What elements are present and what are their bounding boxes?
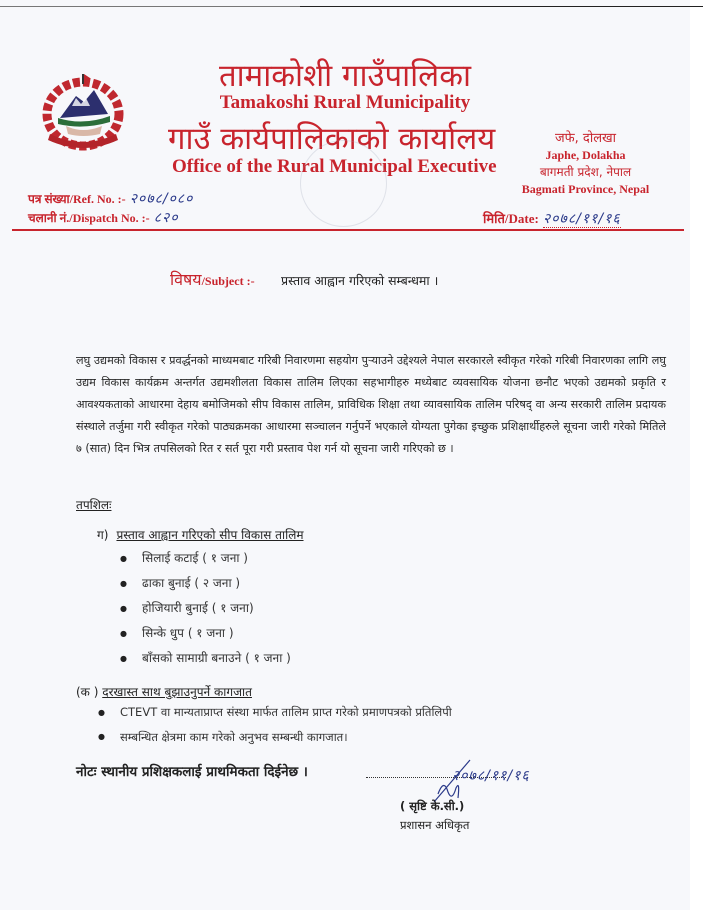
date-label: मिति/Date: (483, 211, 539, 226)
ref-no-label: पत्र संख्या/Ref. No. :- (28, 192, 126, 206)
office-name-en: Office of the Rural Municipal Executive (172, 156, 497, 177)
note: नोटः स्थानीय प्रशिक्षकलाई प्राथमिकता दिईनेछ । (76, 764, 308, 780)
date-value: २०७८/११/१६ (543, 211, 621, 227)
address-line1-en: Japhe, Dolakha (545, 148, 626, 162)
list-item: ● ढाका बुनाई ( २ जना ) (120, 571, 291, 596)
list-item: ● होजियारी बुनाई ( १ जना) (120, 596, 291, 621)
ref-no-row (28, 190, 193, 209)
section-g-title: प्रस्ताव आह्वान गरिएको सीप विकास तालिम (116, 528, 304, 542)
list-item: ● सिन्के धुप ( १ जना ) (120, 621, 291, 646)
body-paragraph: लघु उद्यमको विकास र प्रवर्द्धनको माध्यमबाट गरिबी निवारणमा सहयोग पुऱ्याउने उद्देश्यले नेपाल सरकारले स्वीकृत गरेको गरिबी निवारणका लागि लघु उद्यम विकास कार्यक्रम अन्तर्गत उद्यमशीलता विकास तालिम लिएका सहभागीहरु मध्येबाट व्यवसायिक योजना छनौट भएको उद्यमको प्रकृति र आवश्यकताको आधारमा देहाय बमोजिमको सीप विकास तालिम, प्राविधिक शिक्षा तथा व्यावसायिक तालिम परिषद् वा अन्य सरकारी तालिम प्रदायक संस्थाले तर्जुमा गरी स्वीकृत गरेको पाठ्यक्रमका आधारमा सञ्चालन गर्नुपर्ने भएकाले योग्यता पुगेका इच्छुक प्रशिक्षार्थीहरुले सूचना जारी गरेको मितिले ७ (सात) दिन भित्र तपसिलको रित र सर्त पूरा गरी प्रस्ताव पेश गर्न यो सूचना जारी गरिएको छ । (76, 354, 666, 455)
documents-list (98, 700, 452, 749)
date-row (483, 209, 621, 228)
subject-label-np: विषय (170, 270, 202, 289)
list-item: ● सिलाई कटाई ( १ जना ) (120, 546, 291, 571)
subject-text: प्रस्ताव आह्वान गरिएको सम्बन्धमा । (281, 273, 439, 288)
office-stamp (300, 140, 387, 227)
municipality-name-np: तामाकोशी गाउँपालिका (218, 58, 472, 94)
details-heading: तपशिलः (76, 498, 112, 512)
list-item: ● बाँसको सामाग्री बनाउने ( १ जना ) (120, 646, 291, 671)
section-k-marker: (क ) (76, 685, 99, 699)
dispatch-no-value: ८२० (153, 210, 179, 226)
office-address (518, 130, 653, 198)
ref-no-value: २०७८/०८० (129, 191, 194, 207)
training-list (120, 546, 291, 671)
section-k-heading (76, 683, 252, 700)
header-divider (12, 229, 684, 231)
address-line2-np: बागमती प्रदेश, नेपाल (539, 165, 632, 179)
subject-label-en: /Subject :- (201, 274, 255, 288)
list-item: ● CTEVT वा मान्यताप्राप्त संस्था मार्फत तालिम प्राप्त गरेको प्रमाणपत्रको प्रतिलिपी (98, 700, 452, 725)
office-name-np: गाउँ कार्यपालिकाको कार्यालय (168, 121, 496, 157)
section-g-marker: ग) (97, 528, 109, 542)
signature-date: २०७८/११/१६ (452, 768, 530, 784)
list-item: ● सम्बन्धित क्षेत्रमा काम गरेको अनुभव सम्बन्धी कागजात। (98, 725, 452, 750)
section-g-heading (97, 526, 304, 543)
address-line2-en: Bagmati Province, Nepal (521, 182, 650, 196)
section-k-title: दरखास्त साथ बुझाउनुपर्ने कागजात (102, 685, 252, 699)
signatory-name: ( सृष्टि के.सी.) (400, 799, 465, 813)
dispatch-no-row (28, 209, 193, 228)
scan-edge-line-dark (300, 6, 703, 7)
address-line1-np: जफे, दोलखा (554, 131, 617, 146)
subject-label (170, 268, 255, 290)
dispatch-no-label: चलानी नं./Dispatch No. :- (28, 211, 150, 225)
municipality-name-en: Tamakoshi Rural Municipality (219, 92, 471, 113)
reference-block (28, 190, 193, 228)
signatory-title: प्रशासन अधिकृत (400, 818, 470, 832)
